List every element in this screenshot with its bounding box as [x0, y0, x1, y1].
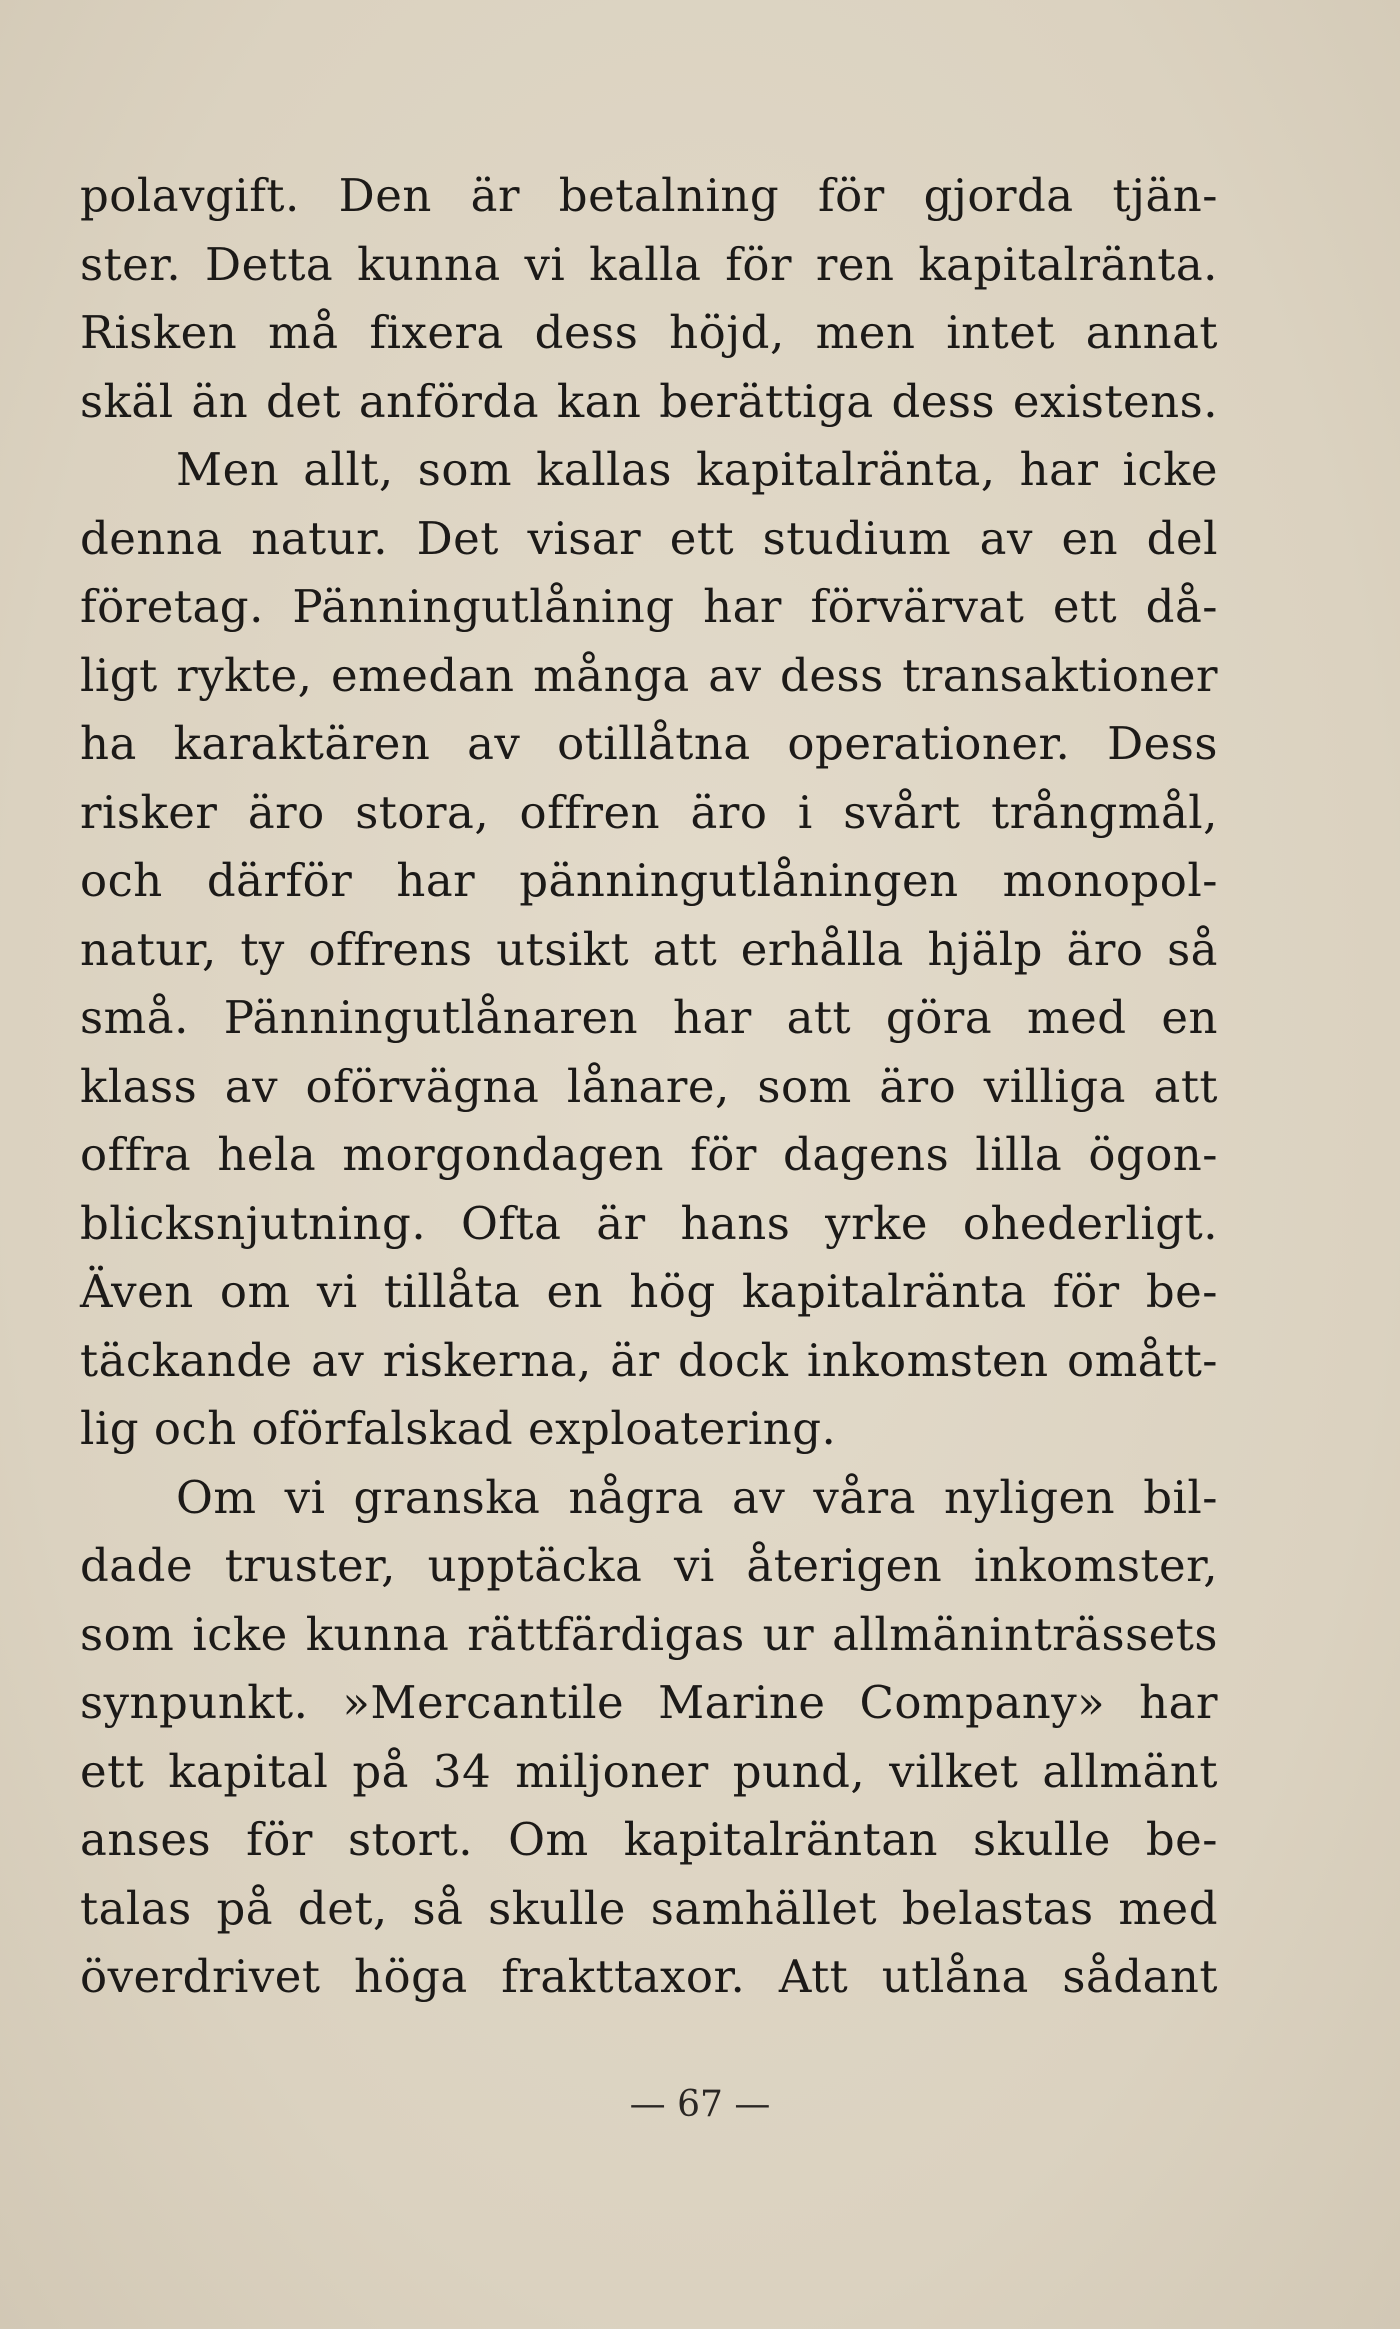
text-line: överdrivet höga frakttaxor. Att utlåna sådant	[80, 1950, 1218, 2003]
page-number: — 67 —	[629, 2084, 771, 2125]
text-line: risker äro stora, offren äro i svårt trångmål,	[80, 785, 1218, 839]
text-line: Risken må fixera dess höjd, men intet annat	[80, 306, 1218, 359]
text-line: lig och oförfalskad exploatering.	[80, 1402, 837, 1455]
text-line: offra hela morgondagen för dagens lilla ögon-	[80, 1128, 1218, 1181]
text-line: anses för stort. Om kapitalräntan skulle be-	[80, 1813, 1218, 1866]
text-line: Men allt, som kallas kapitalränta, har icke	[176, 443, 1218, 496]
text-line: skäl än det anförda kan berättiga dess existens.	[80, 374, 1218, 428]
body-text	[80, 162, 1218, 2012]
text-line: ha karaktären av otillåtna operationer. Dess	[80, 717, 1218, 770]
text-line: Även om vi tillåta en hög kapitalränta för be-	[80, 1265, 1218, 1318]
text-line: natur, ty offrens utsikt att erhålla hjälp äro så	[80, 922, 1218, 976]
text-line: denna natur. Det visar ett studium av en del	[80, 511, 1218, 565]
text-line: små. Pänningutlånaren har att göra med en	[80, 991, 1218, 1044]
text-line: Om vi granska några av våra nyligen bil-	[176, 1470, 1218, 1524]
text-line: talas på det, så skulle samhället belastas med	[80, 1881, 1218, 1935]
text-line: och därför har pänningutlåningen monopol-	[80, 854, 1218, 907]
text-line: polavgift. Den är betalning för gjorda tjän-	[80, 169, 1218, 222]
text-line: ligt rykte, emedan många av dess transaktioner	[80, 648, 1218, 702]
text-line: synpunkt. »Mercantile Marine Company» har	[80, 1676, 1218, 1729]
text-line: klass av oförvägna lånare, som äro villiga att	[80, 1059, 1218, 1113]
text-line: dade truster, upptäcka vi återigen inkomster,	[80, 1539, 1218, 1592]
text-line: ett kapital på 34 miljoner pund, vilket allmänt	[80, 1744, 1218, 1798]
text-line: företag. Pänningutlåning har förvärvat ett då-	[80, 580, 1218, 633]
text-line: ster. Detta kunna vi kalla för ren kapitalränta.	[80, 237, 1218, 291]
text-line: blicksnjutning. Ofta är hans yrke ohederligt.	[80, 1196, 1218, 1250]
text-line: täckande av riskerna, är dock inkomsten omått-	[80, 1333, 1218, 1387]
text-line: som icke kunna rättfärdigas ur allmäninträssets	[80, 1607, 1218, 1661]
